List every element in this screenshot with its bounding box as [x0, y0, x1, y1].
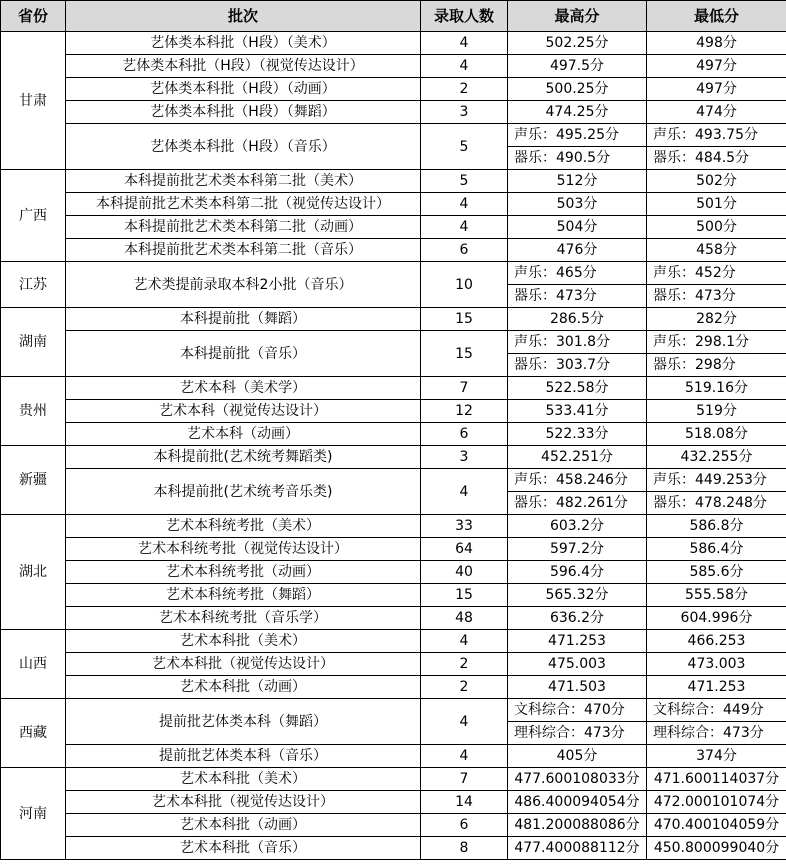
- batch-cell: 艺体类本科批（H段）（舞蹈）: [66, 101, 421, 124]
- max-score-cell: 636.2分: [508, 607, 647, 630]
- batch-cell: 本科提前批（音乐）: [66, 331, 421, 377]
- batch-cell: 本科提前批(艺术统考舞蹈类): [66, 446, 421, 469]
- table-row: [1, 515, 786, 538]
- max-score-cell: 声乐：458.246分: [508, 469, 647, 492]
- min-score-cell: 518.08分: [647, 423, 786, 446]
- count-cell: 15: [421, 584, 508, 607]
- count-cell: 48: [421, 607, 508, 630]
- min-score-cell: 器乐：473分: [647, 285, 786, 308]
- table-row: [1, 653, 786, 676]
- table-row: [1, 469, 786, 492]
- batch-cell: 艺术本科统考批（美术）: [66, 515, 421, 538]
- table-row: [1, 239, 786, 262]
- max-score-cell: 565.32分: [508, 584, 647, 607]
- batch-cell: 艺术类提前录取本科2小批（音乐）: [66, 262, 421, 308]
- min-score-cell: 501分: [647, 193, 786, 216]
- batch-cell: 艺术本科（美术学）: [66, 377, 421, 400]
- batch-cell: 艺术本科批（音乐）: [66, 837, 421, 860]
- count-cell: 7: [421, 377, 508, 400]
- min-score-cell: 理科综合：473分: [647, 722, 786, 745]
- min-score-cell: 374分: [647, 745, 786, 768]
- table-row: [1, 837, 786, 860]
- max-score-cell: 597.2分: [508, 538, 647, 561]
- count-cell: 4: [421, 55, 508, 78]
- max-score-cell: 475.003: [508, 653, 647, 676]
- max-score-cell: 503分: [508, 193, 647, 216]
- min-score-cell: 586.4分: [647, 538, 786, 561]
- max-score-cell: 502.25分: [508, 32, 647, 55]
- batch-cell: 艺术本科统考批（音乐学）: [66, 607, 421, 630]
- batch-cell: 艺体类本科批（H段）（视觉传达设计）: [66, 55, 421, 78]
- province-cell: 甘肃: [1, 32, 66, 170]
- max-score-cell: 522.58分: [508, 377, 647, 400]
- min-score-cell: 500分: [647, 216, 786, 239]
- max-score-cell: 声乐：495.25分: [508, 124, 647, 147]
- batch-cell: 本科提前批（舞蹈）: [66, 308, 421, 331]
- max-score-cell: 504分: [508, 216, 647, 239]
- header-min-score: 最低分: [647, 1, 786, 32]
- min-score-cell: 497分: [647, 55, 786, 78]
- min-score-cell: 声乐：449.253分: [647, 469, 786, 492]
- max-score-cell: 477.600108033分: [508, 768, 647, 791]
- count-cell: 15: [421, 308, 508, 331]
- table-row: [1, 791, 786, 814]
- min-score-cell: 471.253: [647, 676, 786, 699]
- min-score-cell: 器乐：484.5分: [647, 147, 786, 170]
- min-score-cell: 585.6分: [647, 561, 786, 584]
- table-row: [1, 55, 786, 78]
- max-score-cell: 器乐：490.5分: [508, 147, 647, 170]
- table-row: [1, 607, 786, 630]
- count-cell: 5: [421, 124, 508, 170]
- batch-cell: 艺术本科批（动画）: [66, 676, 421, 699]
- min-score-cell: 器乐：478.248分: [647, 492, 786, 515]
- header-max-score: 最高分: [508, 1, 647, 32]
- header-province: 省份: [1, 1, 66, 32]
- max-score-cell: 477.400088112分: [508, 837, 647, 860]
- min-score-cell: 474分: [647, 101, 786, 124]
- table-body: [1, 32, 786, 860]
- min-score-cell: 604.996分: [647, 607, 786, 630]
- count-cell: 7: [421, 768, 508, 791]
- count-cell: 15: [421, 331, 508, 377]
- province-cell: 河南: [1, 768, 66, 860]
- table-row: [1, 400, 786, 423]
- max-score-cell: 522.33分: [508, 423, 647, 446]
- batch-cell: 提前批艺体类本科（舞蹈）: [66, 699, 421, 745]
- table-row: [1, 262, 786, 285]
- min-score-cell: 声乐：298.1分: [647, 331, 786, 354]
- batch-cell: 艺体类本科批（H段）（音乐）: [66, 124, 421, 170]
- min-score-cell: 声乐：493.75分: [647, 124, 786, 147]
- max-score-cell: 文科综合：470分: [508, 699, 647, 722]
- count-cell: 4: [421, 216, 508, 239]
- batch-cell: 艺体类本科批（H段）（美术）: [66, 32, 421, 55]
- table-row: [1, 699, 786, 722]
- count-cell: 6: [421, 423, 508, 446]
- min-score-cell: 472.000101074分: [647, 791, 786, 814]
- table-row: [1, 423, 786, 446]
- count-cell: 4: [421, 630, 508, 653]
- count-cell: 8: [421, 837, 508, 860]
- min-score-cell: 470.400104059分: [647, 814, 786, 837]
- batch-cell: 艺术本科（视觉传达设计）: [66, 400, 421, 423]
- max-score-cell: 声乐：301.8分: [508, 331, 647, 354]
- count-cell: 4: [421, 32, 508, 55]
- table-row: [1, 308, 786, 331]
- province-cell: 山西: [1, 630, 66, 699]
- province-cell: 新疆: [1, 446, 66, 515]
- batch-cell: 本科提前批艺术类本科第二批（动画）: [66, 216, 421, 239]
- max-score-cell: 器乐：482.261分: [508, 492, 647, 515]
- province-cell: 西藏: [1, 699, 66, 768]
- header-count: 录取人数: [421, 1, 508, 32]
- max-score-cell: 596.4分: [508, 561, 647, 584]
- max-score-cell: 471.253: [508, 630, 647, 653]
- table-row: [1, 584, 786, 607]
- max-score-cell: 471.503: [508, 676, 647, 699]
- min-score-cell: 471.600114037分: [647, 768, 786, 791]
- max-score-cell: 声乐：465分: [508, 262, 647, 285]
- max-score-cell: 481.200088086分: [508, 814, 647, 837]
- count-cell: 10: [421, 262, 508, 308]
- table-row: [1, 78, 786, 101]
- table-row: [1, 676, 786, 699]
- batch-cell: 艺术本科统考批（动画）: [66, 561, 421, 584]
- province-cell: 贵州: [1, 377, 66, 446]
- batch-cell: 艺体类本科批（H段）（动画）: [66, 78, 421, 101]
- min-score-cell: 497分: [647, 78, 786, 101]
- max-score-cell: 器乐：473分: [508, 285, 647, 308]
- table-row: [1, 101, 786, 124]
- batch-cell: 艺术本科批（动画）: [66, 814, 421, 837]
- batch-cell: 艺术本科统考批（舞蹈）: [66, 584, 421, 607]
- max-score-cell: 486.400094054分: [508, 791, 647, 814]
- min-score-cell: 466.253: [647, 630, 786, 653]
- max-score-cell: 286.5分: [508, 308, 647, 331]
- province-cell: 广西: [1, 170, 66, 262]
- table-row: [1, 768, 786, 791]
- min-score-cell: 文科综合：449分: [647, 699, 786, 722]
- batch-cell: 本科提前批艺术类本科第二批（美术）: [66, 170, 421, 193]
- count-cell: 6: [421, 814, 508, 837]
- count-cell: 5: [421, 170, 508, 193]
- table-row: [1, 216, 786, 239]
- max-score-cell: 器乐：303.7分: [508, 354, 647, 377]
- table-row: [1, 331, 786, 354]
- count-cell: 6: [421, 239, 508, 262]
- table-row: [1, 193, 786, 216]
- table-row: [1, 32, 786, 55]
- max-score-cell: 512分: [508, 170, 647, 193]
- count-cell: 33: [421, 515, 508, 538]
- min-score-cell: 458分: [647, 239, 786, 262]
- max-score-cell: 405分: [508, 745, 647, 768]
- table-row: [1, 538, 786, 561]
- table-row: [1, 124, 786, 147]
- batch-cell: 艺术本科统考批（视觉传达设计）: [66, 538, 421, 561]
- max-score-cell: 474.25分: [508, 101, 647, 124]
- min-score-cell: 450.800099040分: [647, 837, 786, 860]
- count-cell: 40: [421, 561, 508, 584]
- count-cell: 4: [421, 699, 508, 745]
- table-row: [1, 561, 786, 584]
- count-cell: 4: [421, 193, 508, 216]
- batch-cell: 艺术本科（动画）: [66, 423, 421, 446]
- min-score-cell: 器乐：298分: [647, 354, 786, 377]
- max-score-cell: 533.41分: [508, 400, 647, 423]
- min-score-cell: 555.58分: [647, 584, 786, 607]
- table-row: [1, 630, 786, 653]
- header-batch: 批次: [66, 1, 421, 32]
- count-cell: 3: [421, 446, 508, 469]
- min-score-cell: 519分: [647, 400, 786, 423]
- province-cell: 湖北: [1, 515, 66, 630]
- min-score-cell: 声乐：452分: [647, 262, 786, 285]
- batch-cell: 艺术本科批（美术）: [66, 768, 421, 791]
- min-score-cell: 498分: [647, 32, 786, 55]
- min-score-cell: 473.003: [647, 653, 786, 676]
- max-score-cell: 603.2分: [508, 515, 647, 538]
- province-cell: 湖南: [1, 308, 66, 377]
- header-row: [1, 1, 786, 32]
- count-cell: 2: [421, 78, 508, 101]
- table-row: [1, 377, 786, 400]
- batch-cell: 本科提前批艺术类本科第二批（音乐）: [66, 239, 421, 262]
- batch-cell: 本科提前批艺术类本科第二批（视觉传达设计）: [66, 193, 421, 216]
- count-cell: 14: [421, 791, 508, 814]
- table-row: [1, 814, 786, 837]
- max-score-cell: 497.5分: [508, 55, 647, 78]
- table-row: [1, 170, 786, 193]
- min-score-cell: 586.8分: [647, 515, 786, 538]
- count-cell: 64: [421, 538, 508, 561]
- min-score-cell: 432.255分: [647, 446, 786, 469]
- max-score-cell: 理科综合：473分: [508, 722, 647, 745]
- table-row: [1, 745, 786, 768]
- count-cell: 3: [421, 101, 508, 124]
- batch-cell: 艺术本科批（视觉传达设计）: [66, 791, 421, 814]
- max-score-cell: 452.251分: [508, 446, 647, 469]
- count-cell: 4: [421, 469, 508, 515]
- min-score-cell: 502分: [647, 170, 786, 193]
- max-score-cell: 476分: [508, 239, 647, 262]
- province-cell: 江苏: [1, 262, 66, 308]
- batch-cell: 艺术本科批（美术）: [66, 630, 421, 653]
- max-score-cell: 500.25分: [508, 78, 647, 101]
- count-cell: 12: [421, 400, 508, 423]
- min-score-cell: 519.16分: [647, 377, 786, 400]
- count-cell: 2: [421, 676, 508, 699]
- table-row: [1, 446, 786, 469]
- batch-cell: 本科提前批(艺术统考音乐类): [66, 469, 421, 515]
- min-score-cell: 282分: [647, 308, 786, 331]
- count-cell: 2: [421, 653, 508, 676]
- batch-cell: 艺术本科批（视觉传达设计）: [66, 653, 421, 676]
- count-cell: 4: [421, 745, 508, 768]
- batch-cell: 提前批艺体类本科（音乐）: [66, 745, 421, 768]
